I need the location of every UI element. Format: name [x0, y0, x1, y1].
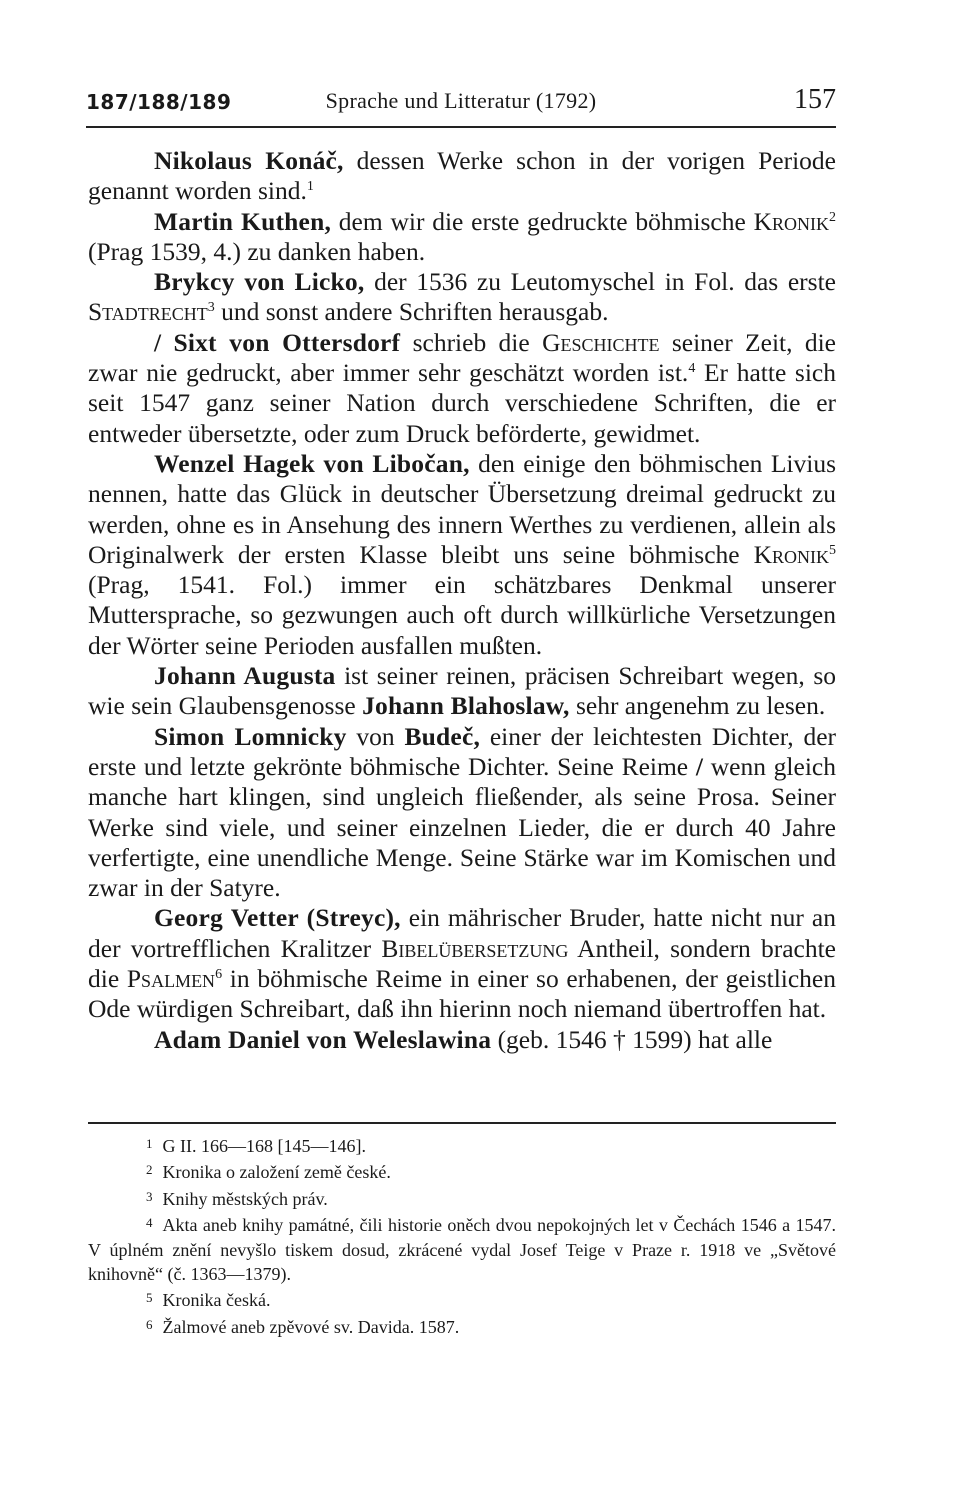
footnote [88, 1185, 836, 1211]
body-text: dessen Werke schon in der vorigen Periode genannt worden sind. [88, 146, 836, 206]
paragraph [88, 267, 836, 328]
body-text: (Prag 1539, 4.) zu danken haben. [88, 236, 426, 266]
body-text: in böhmische Reime in einer so erhabenen, der geistlichen Ode würdigen Schreibart, daß ihn hierinn noch niemand übertroffen hat. [88, 964, 837, 1024]
work-title: Bibelübersetzung [381, 933, 569, 963]
footnote-reference: 1 [306, 179, 314, 195]
paragraph [88, 722, 836, 904]
page-break-mark: / [695, 751, 703, 781]
footnote-text: Kronika o založení země české. [162, 1162, 391, 1183]
work-title: Kronik [753, 206, 829, 236]
body-text: wenn gleich manche hart klingen, sind ungleich fließender, als seine Prosa. Seiner Werke sind viele, und seiner einzelnen Lieder, die er durch 40 Jahre verfertigte, eine unendliche Menge. Seine Stärke war im Komischen und zwar in der Satyre. [88, 751, 836, 903]
body-text: dem wir die erste gedruckte böhmische [331, 206, 754, 236]
footnote-rule [88, 1122, 836, 1124]
body-text: sehr angenehm zu lesen. [569, 691, 826, 721]
footnote-reference: 6 [215, 967, 223, 983]
footnotes [88, 1132, 836, 1339]
person-name: Simon Lomnicky [154, 721, 347, 751]
running-header [86, 84, 836, 124]
person-name: Georg Vetter (Streyc), [154, 903, 401, 933]
body-text: (Prag, 1541. Fol.) immer ein schätzbares Denkmal unserer Muttersprache, so gezwungen auch oft durch willkürliche Versetzungen der Wörter seine Perioden ausfallen mußten. [88, 570, 836, 660]
body-text: Er hatte sich seit 1547 ganz seiner Nation durch verschiedene Schriften, die er entweder übersetzte, oder zum Druck beförderte, gewidmet. [88, 358, 836, 448]
body-text: schrieb die [400, 327, 543, 357]
main-text [88, 146, 836, 1055]
person-name: Johann Augusta [154, 661, 336, 691]
footnote-number: 3 [146, 1188, 153, 1204]
body-text: der 1536 zu Leutomyschel in Fol. das erste [364, 267, 836, 297]
body-text: den einige den böhmischen Livius nennen, hatte das Glück in deutscher Übersetzung dreimal gedruckt zu werden, ohne es in Ansehung des innern Werthes zu verdienen, allein als Originalwerk der ersten Klasse bleibt uns seine böhmische [88, 448, 836, 569]
body-text: und sonst andere Schriften herausgab. [214, 297, 609, 327]
work-title: Stadtrecht [88, 297, 208, 327]
body-text: von [346, 721, 405, 751]
work-title: Kronik [753, 539, 829, 569]
person-name: Martin Kuthen, [154, 206, 332, 236]
paragraph [88, 661, 836, 722]
footnote-reference: 5 [829, 542, 836, 558]
page-number: 157 [794, 84, 836, 115]
person-name: Budeč, [404, 721, 481, 751]
footnote-reference: 3 [207, 300, 215, 316]
work-title: Geschichte [542, 327, 660, 357]
body-text: ein mährischer Bruder, hatte nicht nur an der vortrefflichen Kralitzer [88, 903, 836, 963]
body-text: seiner Zeit, die zwar nie gedruckt, aber immer sehr geschätzt worden ist. [88, 327, 836, 388]
body-text: (geb. 1546 † 1599) hat alle [491, 1024, 773, 1054]
footnote-reference: 4 [688, 361, 696, 377]
footnote-text: Knihy městských práv. [162, 1188, 328, 1209]
footnote-number: 4 [146, 1215, 153, 1231]
work-title: Psalmen [126, 964, 216, 994]
footnote-text: G II. 166—168 [145—146]. [162, 1136, 366, 1156]
body-text: einer der leichtesten Dichter, der erste und letzte gekrönte böhmische Dichter. Seine Reime [88, 721, 837, 781]
footnote-reference: 2 [829, 209, 836, 225]
body-text: ist seiner reinen, präcisen Schreibart wegen, so wie sein Glaubensgenosse [88, 661, 836, 721]
paragraph [88, 1025, 836, 1055]
footnote [88, 1286, 836, 1312]
person-name: Adam Daniel von Weleslawina [154, 1024, 492, 1054]
paragraph [88, 449, 836, 661]
page-range-label: 187/188/189 [86, 90, 232, 114]
header-rule [86, 126, 836, 128]
footnote-number: 6 [146, 1316, 153, 1332]
footnote-number: 1 [146, 1136, 153, 1151]
footnote [88, 1158, 836, 1184]
footnote-number: 2 [146, 1162, 153, 1178]
footnote [88, 1132, 836, 1158]
person-name: Nikolaus Konáč, [154, 146, 344, 175]
paragraph [88, 328, 836, 449]
footnote-number: 5 [146, 1290, 153, 1306]
footnote-text: Akta aneb knihy památné, čili historie oněch dvou nepokojných let v Čechách 1546 a 1547. V úplném znění nevyšlo tiskem dosud, zkrácené vydal Josef Teige v Praze r. 1918 ve „Světové knihovně“ (č. 1363—1379). [88, 1215, 836, 1285]
footnote [88, 1313, 836, 1339]
person-name: Johann Blahoslaw, [362, 691, 570, 721]
paragraph [88, 146, 836, 207]
footnote-text: Kronika česká. [162, 1290, 271, 1311]
footnote-text: Žalmové aneb zpěvové sv. Davida. 1587. [162, 1316, 460, 1337]
paragraph [88, 903, 836, 1024]
person-name: Sixt von Ottersdorf [173, 327, 401, 357]
running-title: Sprache und Litteratur (1792) [325, 88, 597, 113]
footnote [88, 1211, 836, 1286]
person-name: Wenzel Hagek von Libočan, [154, 448, 470, 478]
page-break-mark: / [154, 327, 174, 357]
body-text: Antheil, sondern brachte die [88, 933, 836, 994]
person-name: Brykcy von Licko, [154, 267, 365, 297]
paragraph [88, 207, 836, 268]
